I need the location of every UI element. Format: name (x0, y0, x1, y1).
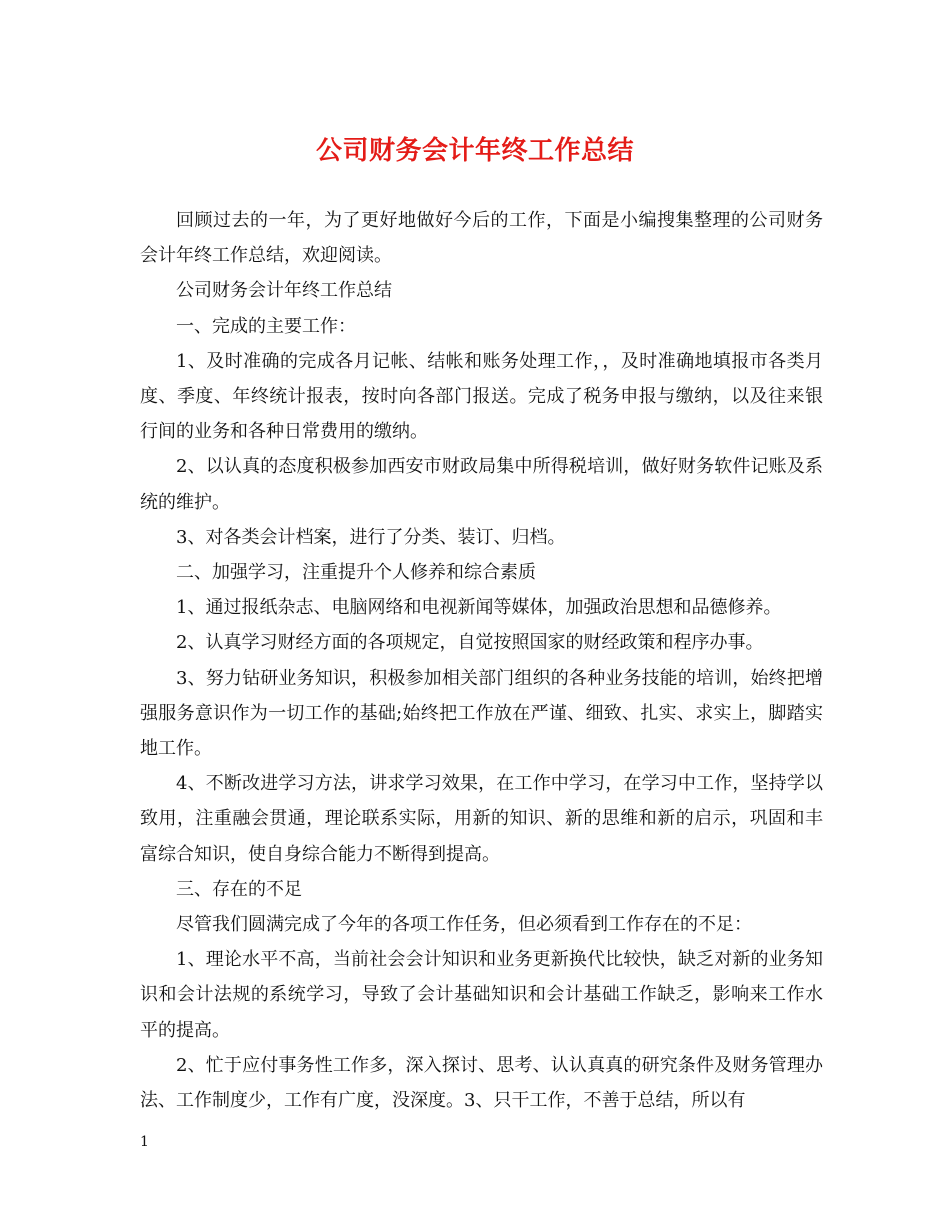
paragraph: 1、及时准确的完成各月记帐、结帐和账务处理工作，，及时准确地填报市各类月度、季度、年终统计报表，按时向各部门报送。完成了税务申报与缴纳，以及往来银行间的业务和各种日常费用的缴纳。 (140, 350, 823, 443)
paragraph: 3、努力钻研业务知识，积极参加相关部门组织的各种业务技能的培训，始终把增强服务意识作为一切工作的基础;始终把工作放在严谨、细致、扎实、求实上，脚踏实地工作。 (140, 667, 823, 760)
paragraph-intro: 回顾过去的一年，为了更好地做好今后的工作，下面是小编搜集整理的公司财务会计年终工作总结，欢迎阅读。 (140, 210, 823, 267)
document-title: 公司财务会计年终工作总结 (315, 136, 634, 166)
paragraph: 2、认真学习财经方面的各项规定，自觉按照国家的财经政策和程序办事。 (176, 632, 764, 654)
paragraph: 2、以认真的态度积极参加西安市财政局集中所得税培训，做好财务软件记账及系统的维护。 (140, 456, 823, 513)
paragraph: 4、不断改进学习方法，讲求学习效果，在工作中学习，在学习中工作，坚持学以致用，注重融会贯通，理论联系实际，用新的知识、新的思维和新的启示，巩固和丰富综合知识，使自身综合能力不断得到提高。 (140, 773, 823, 865)
section-heading-3: 三、存在的不足 (176, 878, 302, 900)
document-body (140, 203, 823, 1118)
section-heading-2: 二、加强学习，注重提升个人修养和综合素质 (176, 562, 536, 584)
paragraph: 2、忙于应付事务性工作多，深入探讨、思考、认认真真的研究条件及财务管理办法、工作制度少，工作有广度，没深度。3、只干工作，不善于总结，所以有 (140, 1054, 823, 1112)
paragraph: 3、对各类会计档案，进行了分类、装订、归档。 (176, 526, 566, 548)
page-number: 1 (140, 1134, 149, 1150)
paragraph: 尽管我们圆满完成了今年的各项工作任务，但必须看到工作存在的不足： (176, 914, 752, 936)
paragraph: 1、理论水平不高，当前社会会计知识和业务更新换代比较快，缺乏对新的业务知识和会计法规的系统学习，导致了会计基础知识和会计基础工作缺乏，影响来工作水平的提高。 (140, 949, 823, 1041)
paragraph-subtitle: 公司财务会计年终工作总结 (176, 280, 392, 302)
section-heading-1: 一、完成的主要工作： (176, 315, 356, 337)
paragraph: 1、通过报纸杂志、电脑网络和电视新闻等媒体，加强政治思想和品德修养。 (176, 597, 782, 619)
